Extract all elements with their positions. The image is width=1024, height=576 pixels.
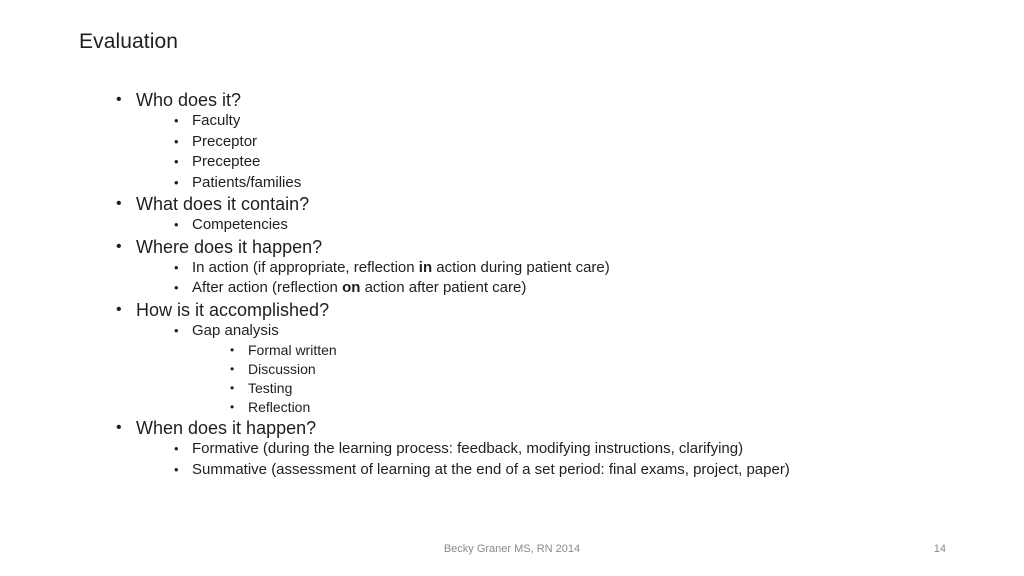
list-item-in-action (174, 258, 996, 279)
list-item: • Testing (230, 379, 996, 398)
slide-title: Evaluation (79, 30, 179, 53)
bullet-how (116, 299, 996, 418)
bullet-how-label: How is it accomplished? (136, 299, 330, 320)
list-item: • Patients/families (174, 173, 996, 194)
when-sublist (174, 439, 996, 480)
list-item: • Summative (assessment of learning at the end of a set period: final exams, project, paper) (174, 460, 996, 481)
what-sublist (174, 215, 996, 236)
list-item: • Competencies (174, 215, 996, 236)
list-item: • Faculty (174, 111, 996, 132)
bullet-when (116, 417, 996, 480)
in-action-bold: in (418, 258, 433, 276)
list-item: • Reflection (230, 398, 996, 417)
bullet-where (116, 236, 996, 299)
how-sublist (174, 321, 996, 418)
gap-analysis-sublist (230, 341, 996, 417)
gap-analysis-label: Gap analysis (192, 321, 279, 339)
after-action-post: action after patient care) (360, 279, 527, 296)
list-item: • Discussion (230, 360, 996, 379)
where-sublist (174, 258, 996, 299)
slide-number: 14 (933, 543, 946, 555)
bullet-what-label: What does it contain? (136, 194, 310, 214)
list-item: • Preceptor (174, 132, 996, 153)
after-action-pre: After action (reflection (192, 279, 343, 296)
bullet-where-label: Where does it happen? (136, 236, 323, 257)
after-action-bold: on (342, 279, 361, 296)
list-item: • Preceptee (174, 152, 996, 173)
bullet-who-label: Who does it? (136, 90, 242, 110)
bullet-list (116, 89, 996, 480)
list-item-gap-analysis (174, 321, 996, 418)
slide-content (116, 89, 996, 480)
list-item: • Formal written (230, 341, 996, 360)
list-item: • Formative (during the learning process: feedback, modifying instructions, clarifying) (174, 439, 996, 460)
in-action-post: action during patient care) (432, 258, 610, 276)
bullet-what (116, 193, 996, 236)
in-action-pre: In action (if appropriate, reflection (192, 258, 419, 276)
bullet-when-label: When does it happen? (136, 418, 317, 438)
bullet-who (116, 89, 996, 193)
list-item-after-action (174, 278, 996, 299)
slide-footer: Becky Graner MS, RN 2014 (443, 543, 581, 555)
who-sublist (174, 111, 996, 193)
